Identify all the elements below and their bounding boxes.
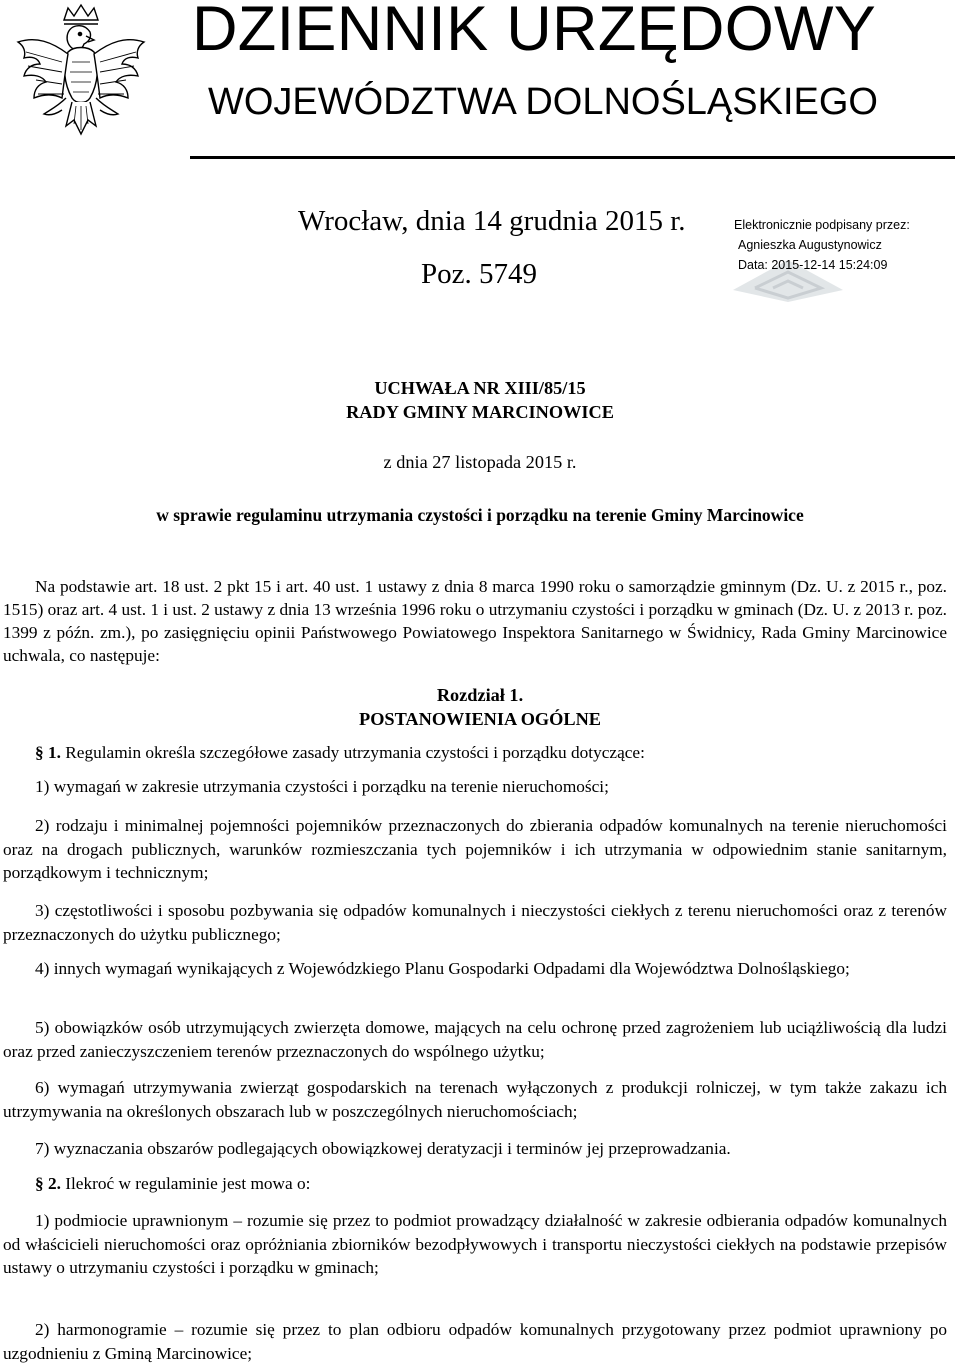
section-1-item: 1) wymagań w zakresie utrzymania czystości i porządku na terenie nieruchomości;	[35, 777, 609, 796]
white-eagle-emblem-icon	[6, 2, 156, 152]
section-1-item: 4) innych wymagań wynikających z Wojewódzkiego Planu Gospodarki Odpadami dla Województwa Dolnośląskiego;	[35, 959, 850, 978]
section-1-item: 3) częstotliwości i sposobu pozbywania się odpadów komunalnych i nieczystości ciekłych z terenu nieruchomości oraz z terenów przeznaczonych do użytku publicznego;	[3, 901, 947, 944]
section-2-intro-text: Ilekroć w regulaminie jest mowa o:	[65, 1174, 311, 1193]
journal-title: DZIENNIK URZĘDOWY	[192, 0, 877, 64]
journal-subtitle: WOJEWÓDZTWA DOLNOŚLĄSKIEGO	[208, 81, 878, 123]
section-1-intro-text: Regulamin określa szczegółowe zasady utrzymania czystości i porządku dotyczące:	[65, 743, 645, 762]
resolution-body: RADY GMINY MARCINOWICE	[346, 402, 614, 422]
section-1-mark: § 1.	[35, 743, 61, 762]
section-1-item: 5) obowiązków osób utrzymujących zwierzęta domowe, mających na celu ochronę przed zagrożeniem lub uciążliwością dla ludzi oraz przed zanieczyszczeniem terenów przeznaczonych do wspólnego użytku;	[3, 1018, 947, 1061]
signature-signer-name: Agnieszka Augustynowicz	[738, 238, 882, 252]
chapter-label: Rozdział 1.	[436, 685, 524, 705]
section-1-intro	[3, 741, 947, 765]
chapter-title: POSTANOWIENIA OGÓLNE	[359, 709, 601, 729]
section-1-item: 6) wymagań utrzymywania zwierząt gospodarskich na terenach wyłączonych z produkcji rolniczej, w tym także zakazu ich utrzymywania na określonych obszarach lub w poszczególnych nieruchomościach;	[3, 1078, 947, 1121]
section-1-item: 7) wyznaczania obszarów podlegających obowiązkowej deratyzacji i terminów jej przeprowadzania.	[35, 1139, 731, 1158]
electronic-signature	[733, 212, 955, 302]
signature-date: Data: 2015-12-14 15:24:09	[738, 258, 888, 272]
section-1-item: 2) rodzaju i minimalnej pojemności pojemników przeznaczonych do zbierania odpadów komunalnych na terenie nieruchomości oraz na drogach publicznych, warunków rozmieszczania tych pojemników i ich utrzymania w odpowiednim stanie sanitarnym, porządkowym i technicznym;	[3, 816, 947, 883]
resolution-number: UCHWAŁA NR XIII/85/15	[374, 378, 586, 398]
preamble: Na podstawie art. 18 ust. 2 pkt 15 i art. 40 ust. 1 ustawy z dnia 8 marca 1990 roku o samorządzie gminnym (Dz. U. z 2015 r., poz. 1515) oraz art. 4 ust. 1 i ust. 2 ustawy z dnia 13 września 1996 roku o utrzymaniu czystości i porządku w gminach (Dz. U. z 2013 r. poz. 1399 z późn. zm.), po zasięgnięciu opinii Państwowego Powiatowego Inspektora Sanitarnego w Świdnicy, Rada Gminy Marcinowice uchwala, co następuje:	[3, 577, 948, 665]
resolution-subject: w sprawie regulaminu utrzymania czystości i porządku na terenie Gminy Marcinowice	[156, 505, 804, 525]
section-2-item: 1) podmiocie uprawnionym – rozumie się przez to podmiot prowadzący działalność w zakresie odbierania odpadów komunalnych od właścicieli nieruchomości oraz opróżniania zbiorników bezodpływowych i transportu nieczystości ciekłych na podstawie przepisów ustawy o utrzymaniu czystości i porządku w gminach;	[3, 1211, 947, 1278]
section-2-intro	[3, 1172, 947, 1196]
header-divider	[190, 156, 955, 159]
publication-date: Wrocław, dnia 14 grudnia 2015 r.	[298, 205, 686, 237]
section-2-item: 2) harmonogramie – rozumie się przez to plan odbioru odpadów komunalnych przygotowany przez podmiot uprawniony po uzgodnieniu z Gminą Marcinowice;	[3, 1320, 947, 1363]
position-number: Poz. 5749	[421, 258, 537, 290]
section-2-mark: § 2.	[35, 1174, 61, 1193]
resolution-date: z dnia 27 listopada 2015 r.	[383, 452, 577, 472]
signature-signed-by-label: Elektronicznie podpisany przez:	[734, 218, 910, 232]
